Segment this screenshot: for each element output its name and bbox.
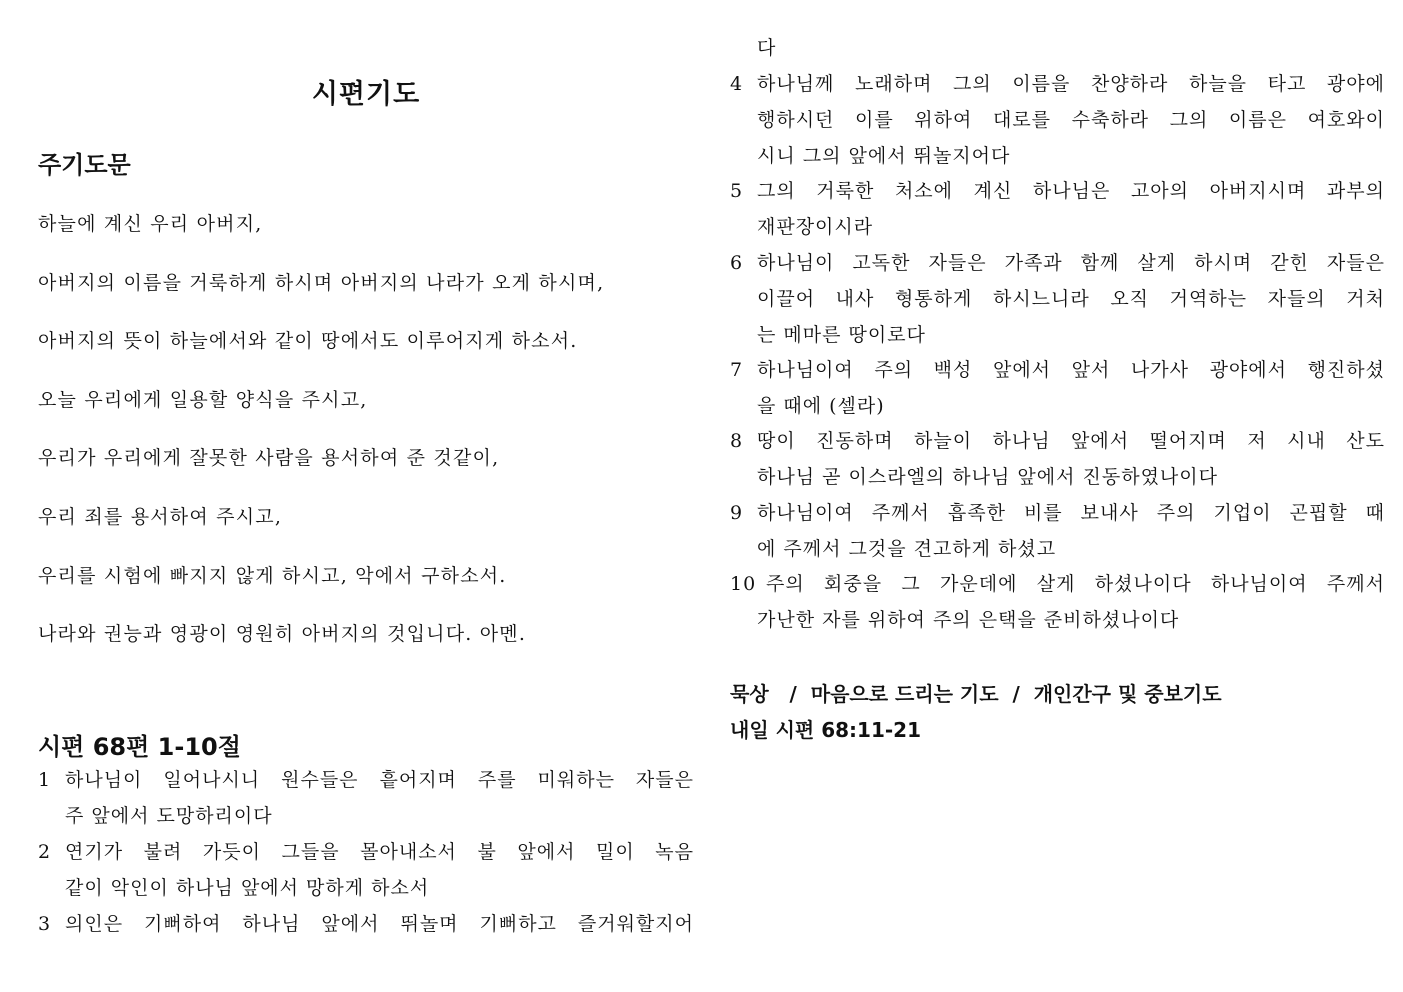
verse-4 — [730, 66, 1385, 174]
verse-number: 1 — [38, 769, 52, 791]
prayer-line: 오늘 우리에게 일용할 양식을 주시고, — [38, 389, 368, 411]
verse-6 — [730, 245, 1385, 353]
verse-text: 하나님께 노래하며 그의 이름을 찬양하라 하늘을 타고 광야에 — [757, 73, 1385, 95]
verse-number: 3 — [38, 913, 52, 935]
verse-number: 5 — [730, 180, 744, 202]
verse-number: 7 — [730, 359, 744, 381]
verse-text: 이끌어 내사 형통하게 하시느니라 오직 거역하는 자들의 거처 — [757, 288, 1385, 310]
verse-text: 시니 그의 앞에서 뛰놀지어다 — [757, 145, 1011, 167]
verse-7 — [730, 352, 1385, 424]
verse-text: 다 — [757, 37, 777, 59]
verse-9 — [730, 495, 1385, 567]
verse-text: 땅이 진동하며 하늘이 하나님 앞에서 떨어지며 저 시내 산도 — [757, 430, 1385, 452]
prayer-line: 아버지의 뜻이 하늘에서와 같이 땅에서도 이루어지게 하소서. — [38, 330, 578, 352]
verse-number: 9 — [730, 502, 744, 524]
verse-10 — [730, 566, 1385, 638]
closing-items: 묵상 / 마음으로 드리는 기도 / 개인간구 및 중보기도 — [730, 682, 1222, 706]
verse-number: 10 — [730, 573, 757, 595]
verse-text: 연기가 불려 가듯이 그들을 몰아내소서 불 앞에서 밀이 녹음 — [65, 841, 694, 863]
verse-text: 을 때에 (셀라) — [757, 395, 885, 417]
verse-text: 에 주께서 그것을 견고하게 하셨고 — [757, 538, 1057, 560]
verse-3-continued — [730, 30, 1385, 66]
verse-2 — [38, 834, 694, 906]
verse-text: 하나님 곧 이스라엘의 하나님 앞에서 진동하였나이다 — [757, 466, 1218, 488]
verse-3 — [38, 906, 694, 942]
verse-text: 하나님이 고독한 자들은 가족과 함께 살게 하시며 갇힌 자들은 — [757, 252, 1385, 274]
verse-text: 는 메마른 땅이로다 — [757, 324, 926, 346]
verse-text: 하나님이 일어나시니 원수들은 흩어지며 주를 미워하는 자들은 — [65, 769, 694, 791]
verse-text: 행하시던 이를 위하여 대로를 수축하라 그의 이름은 여호와이 — [757, 109, 1385, 131]
verse-number: 6 — [730, 252, 744, 274]
verse-number: 4 — [730, 73, 744, 95]
verse-1 — [38, 762, 694, 834]
verse-text: 재판장이시라 — [757, 216, 874, 238]
prayer-line: 아버지의 이름을 거룩하게 하시며 아버지의 나라가 오게 하시며, — [38, 272, 605, 294]
verse-number: 8 — [730, 430, 744, 452]
tomorrow-reading: 내일 시편 68:11-21 — [730, 718, 922, 742]
verse-5 — [730, 173, 1385, 245]
psalm-heading: 시편 68편 1-10절 — [38, 733, 241, 761]
prayer-line: 우리를 시험에 빠지지 않게 하시고, 악에서 구하소서. — [38, 565, 507, 587]
verse-text: 하나님이여 주께서 흡족한 비를 보내사 주의 기업이 곤핍할 때 — [757, 502, 1385, 524]
verse-text: 같이 악인이 하나님 앞에서 망하게 하소서 — [65, 877, 430, 899]
verse-text: 주의 회중을 그 가운데에 살게 하셨나이다 하나님이여 주께서 — [766, 573, 1385, 595]
verse-text: 주 앞에서 도망하리이다 — [65, 805, 273, 827]
lords-prayer-heading: 주기도문 — [38, 151, 131, 179]
prayer-line: 하늘에 계신 우리 아버지, — [38, 213, 263, 235]
verse-text: 의인은 기뻐하여 하나님 앞에서 뛰놀며 기뻐하고 즐거워할지어 — [65, 913, 694, 935]
prayer-line: 나라와 권능과 영광이 영원히 아버지의 것입니다. 아멘. — [38, 623, 527, 645]
verse-text: 그의 거룩한 처소에 계신 하나님은 고아의 아버지시며 과부의 — [757, 180, 1385, 202]
verse-8 — [730, 423, 1385, 495]
verse-text: 하나님이여 주의 백성 앞에서 앞서 나가사 광야에서 행진하셨 — [757, 359, 1385, 381]
prayer-line: 우리 죄를 용서하여 주시고, — [38, 506, 283, 528]
verse-text: 가난한 자를 위하여 주의 은택을 준비하셨나이다 — [757, 609, 1180, 631]
page-title: 시편기도 — [311, 79, 421, 110]
verse-number: 2 — [38, 841, 52, 863]
prayer-line: 우리가 우리에게 잘못한 사람을 용서하여 준 것같이, — [38, 447, 500, 469]
